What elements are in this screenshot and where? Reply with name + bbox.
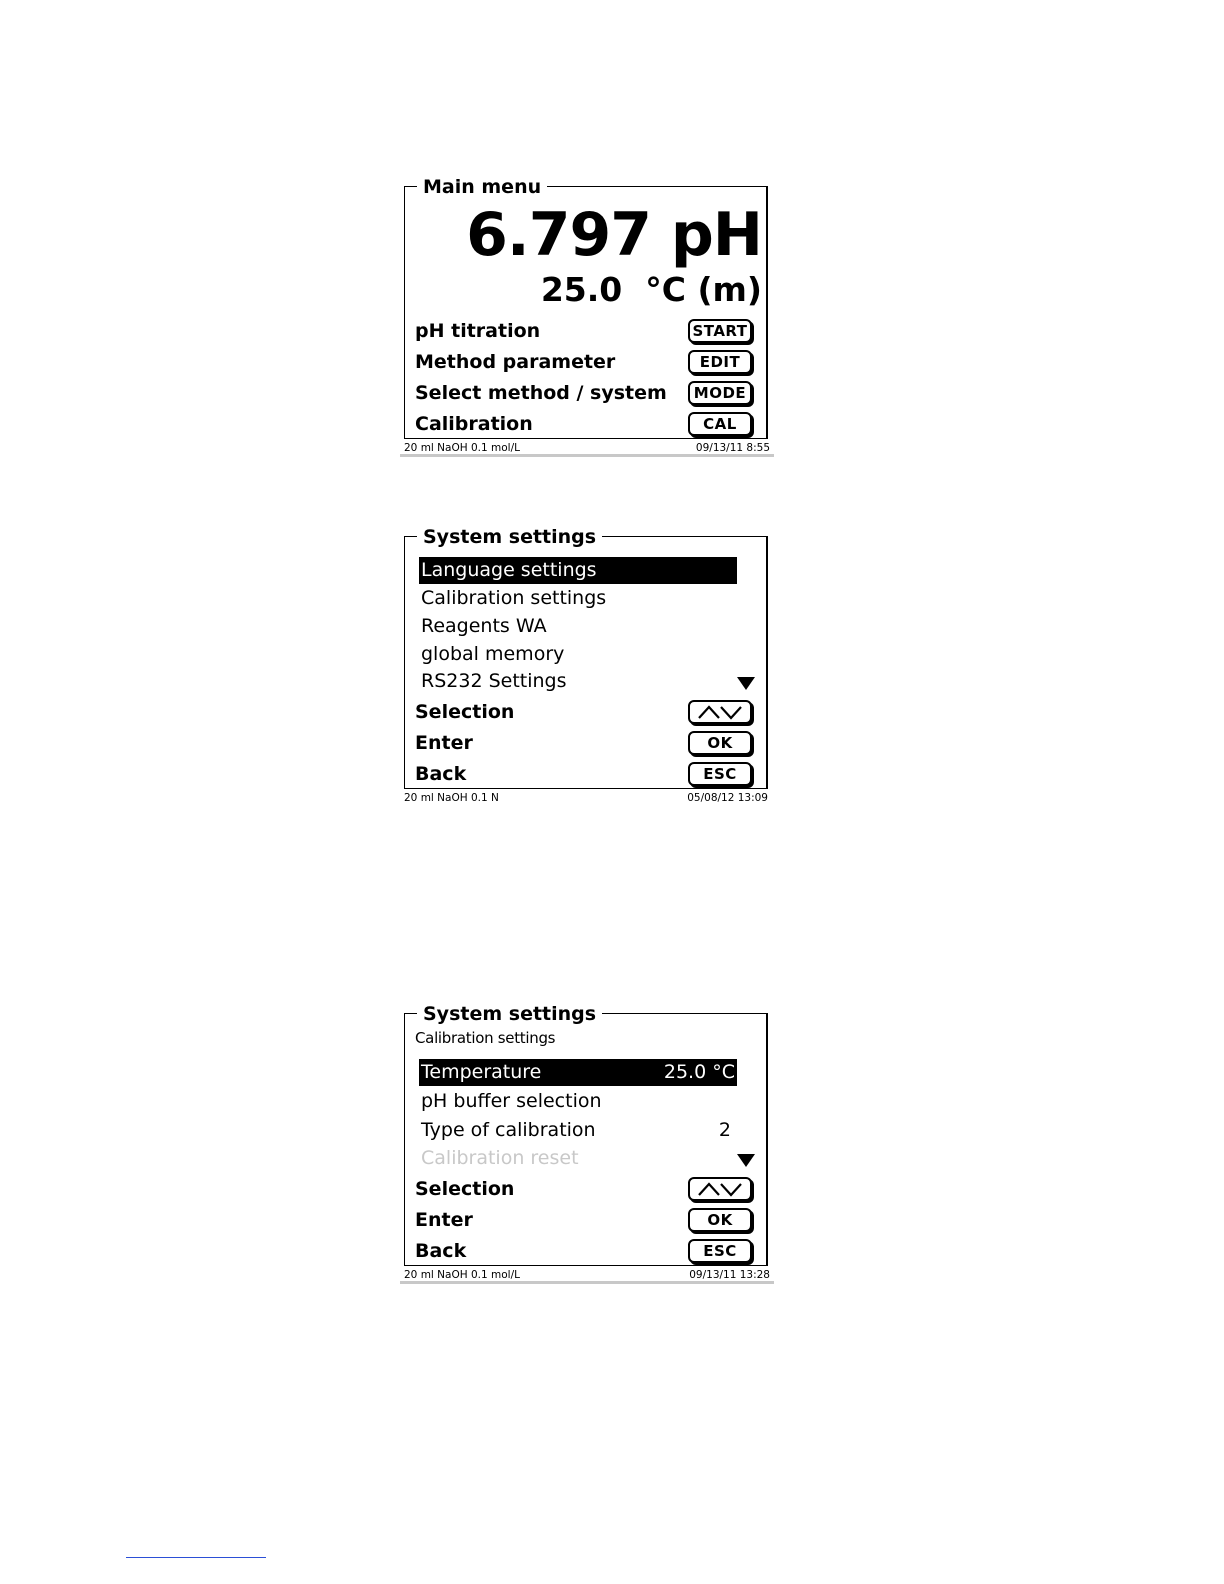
esc-key-button[interactable]: ESC xyxy=(688,762,752,786)
list-item-reagents-wa[interactable] xyxy=(419,613,737,640)
esc-key-button[interactable]: ESC xyxy=(688,1239,752,1263)
main-menu-screen xyxy=(400,176,774,460)
list-item-global-memory[interactable] xyxy=(419,641,737,668)
up-down-arrows-icon xyxy=(696,704,744,720)
menu-row-back[interactable] xyxy=(415,759,754,789)
menu-row-method-parameter[interactable] xyxy=(415,347,754,377)
up-down-arrows-key-button[interactable] xyxy=(688,700,752,724)
menu-row-label: Back xyxy=(415,1240,467,1262)
scroll-down-triangle-icon xyxy=(737,1154,755,1167)
screen-title: System settings xyxy=(417,1002,602,1026)
start-key-button[interactable]: START xyxy=(688,319,752,343)
footnote-rule xyxy=(126,1557,266,1558)
list-item-temperature[interactable] xyxy=(419,1059,737,1086)
calibration-settings-screen xyxy=(400,1003,774,1287)
cal-key-button[interactable]: CAL xyxy=(688,412,752,436)
menu-row-label: Enter xyxy=(415,1209,473,1231)
menu-row-label: Method parameter xyxy=(415,351,616,373)
status-datetime: 05/08/12 13:09 xyxy=(687,792,768,804)
system-settings-screen xyxy=(400,526,774,810)
up-down-arrows-key-button[interactable] xyxy=(688,1177,752,1201)
list-item-label: RS232 Settings xyxy=(421,670,567,692)
status-reagent: 20 ml NaOH 0.1 N xyxy=(404,792,499,804)
menu-row-label: Selection xyxy=(415,701,515,723)
menu-row-label: Calibration xyxy=(415,413,533,435)
list-item-language-settings[interactable] xyxy=(419,557,737,584)
calibration-settings-frame xyxy=(404,1003,768,1266)
scroll-down-triangle-icon xyxy=(737,677,755,690)
list-item-label: Type of calibration xyxy=(421,1119,596,1141)
screen-title: Main menu xyxy=(417,175,547,199)
mode-key-button[interactable]: MODE xyxy=(688,381,752,405)
menu-row-label: pH titration xyxy=(415,320,541,342)
menu-row-label: Enter xyxy=(415,732,473,754)
status-reagent: 20 ml NaOH 0.1 mol/L xyxy=(404,442,520,454)
status-bar xyxy=(400,439,774,457)
menu-row-calibration[interactable] xyxy=(415,409,754,439)
list-item-label: Calibration settings xyxy=(421,587,607,609)
menu-row-enter[interactable] xyxy=(415,728,754,758)
menu-row-selection[interactable] xyxy=(415,1174,754,1204)
status-bar xyxy=(400,1266,774,1284)
list-item-label: global memory xyxy=(421,643,565,665)
edit-key-button[interactable]: EDIT xyxy=(688,350,752,374)
menu-row-select-method[interactable] xyxy=(415,378,754,408)
list-item-type-of-calibration[interactable] xyxy=(419,1117,737,1144)
main-menu-frame xyxy=(404,176,768,439)
list-item-label: Calibration reset xyxy=(421,1147,579,1169)
menu-row-back[interactable] xyxy=(415,1236,754,1266)
list-item-value: 2 xyxy=(718,1119,731,1141)
ok-key-button[interactable]: OK xyxy=(688,731,752,755)
up-down-arrows-icon xyxy=(696,1181,744,1197)
list-item-label: pH buffer selection xyxy=(421,1090,602,1112)
status-datetime: 09/13/11 8:55 xyxy=(695,442,770,454)
status-bar xyxy=(400,789,772,807)
menu-row-label: Back xyxy=(415,763,467,785)
list-item-label: Temperature xyxy=(421,1061,542,1083)
menu-row-label: Selection xyxy=(415,1178,515,1200)
screen-title: System settings xyxy=(417,525,602,549)
list-item-calibration-reset xyxy=(419,1145,737,1172)
list-item-rs232-settings[interactable] xyxy=(419,668,737,695)
list-item-value: 25.0 °C xyxy=(663,1061,735,1083)
status-datetime: 09/13/11 13:28 xyxy=(689,1269,770,1281)
ph-reading: 6.797 pH xyxy=(466,200,762,270)
status-reagent: 20 ml NaOH 0.1 mol/L xyxy=(404,1269,520,1281)
temperature-reading: 25.0 °C (m) xyxy=(540,270,762,309)
menu-row-selection[interactable] xyxy=(415,697,754,727)
menu-row-enter[interactable] xyxy=(415,1205,754,1235)
list-item-calibration-settings[interactable] xyxy=(419,585,737,612)
ok-key-button[interactable]: OK xyxy=(688,1208,752,1232)
menu-row-label: Select method / system xyxy=(415,382,667,404)
list-item-label: Language settings xyxy=(421,559,597,581)
system-settings-frame xyxy=(404,526,768,789)
list-item-ph-buffer-selection[interactable] xyxy=(419,1088,737,1115)
screen-subtitle: Calibration settings xyxy=(415,1029,556,1047)
list-item-label: Reagents WA xyxy=(421,615,547,637)
menu-row-ph-titration[interactable] xyxy=(415,316,754,346)
